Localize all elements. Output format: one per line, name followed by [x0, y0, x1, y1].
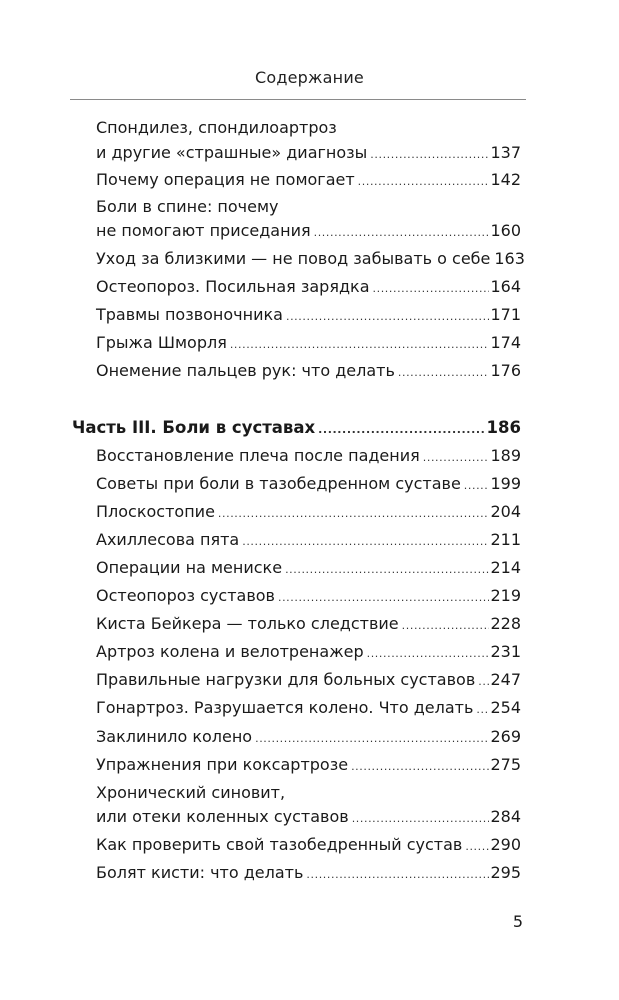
toc-page-number: 137	[490, 143, 521, 162]
toc-entry-synovitis-line1: Хронический синовит,	[96, 783, 286, 802]
toc-page-number: 295	[490, 863, 521, 882]
toc-page-number: 219	[490, 586, 521, 605]
toc-page-number: 174	[490, 333, 521, 352]
page-number: 5	[512, 912, 523, 931]
toc-entry-achilles[interactable]	[96, 530, 521, 552]
toc-entry-title: Правильные нагрузки для больных суставов	[96, 670, 476, 689]
toc-entry-hands[interactable]	[96, 863, 521, 885]
toc-page-number: 290	[490, 835, 521, 854]
toc-entry-title: Онемение пальцев рук: что делать	[96, 361, 395, 380]
toc-page-number: 163	[494, 249, 525, 268]
toc-page-number: 214	[490, 558, 521, 577]
dot-leader	[255, 729, 489, 749]
dot-leader	[476, 700, 489, 720]
dot-leader	[465, 837, 489, 857]
toc-page-number: 247	[490, 670, 521, 689]
dot-leader	[370, 145, 489, 165]
toc-entry-joint-osteoporosis[interactable]	[96, 586, 521, 608]
toc-entry-meniscus[interactable]	[96, 558, 521, 580]
toc-entry-title: Уход за близкими — не повод забывать о себе	[96, 249, 491, 268]
toc-entry-baker-cyst[interactable]	[96, 614, 521, 636]
toc-entry-gonarthrosis[interactable]	[96, 698, 521, 720]
dot-leader	[242, 532, 489, 552]
toc-page-number: 269	[490, 727, 521, 746]
toc-part-3-heading[interactable]	[72, 418, 521, 440]
toc-page-number: 254	[490, 698, 521, 717]
toc-entry-numbness[interactable]	[96, 361, 521, 383]
toc-entry-title: Как проверить свой тазобедренный сустав	[96, 835, 463, 854]
toc-page-number: 284	[490, 807, 521, 826]
toc-entry-title: Киста Бейкера — только следствие	[96, 614, 399, 633]
toc-entry-title: Грыжа Шморля	[96, 333, 227, 352]
toc-entry-title: Плоскостопие	[96, 502, 215, 521]
toc-entry-spondylosis[interactable]	[96, 143, 521, 165]
toc-entry-knee-bike[interactable]	[96, 642, 521, 664]
toc-page-number: 211	[490, 530, 521, 549]
toc-entry-title: Травмы позвоночника	[96, 305, 283, 324]
dot-leader	[306, 865, 489, 885]
dot-leader	[373, 279, 490, 299]
toc-entry-title: Ахиллесова пята	[96, 530, 240, 549]
dot-leader	[464, 476, 490, 496]
toc-entry-title: Почему операция не помогает	[96, 170, 355, 189]
dot-leader	[286, 307, 489, 327]
dot-leader	[367, 644, 490, 664]
toc-entry-synovitis[interactable]	[96, 807, 521, 829]
toc-entry-title: не помогают приседания	[96, 221, 311, 240]
toc-entry-spondylosis-line1: Спондилез, спондилоартроз	[96, 118, 337, 137]
toc-part-title: Часть III. Боли в суставах	[72, 418, 316, 437]
toc-page-number: 189	[490, 446, 521, 465]
toc-entry-title: Восстановление плеча после падения	[96, 446, 420, 465]
toc-entry-shoulder[interactable]	[96, 446, 521, 468]
toc-entry-title: Остеопороз. Посильная зарядка	[96, 277, 370, 296]
toc-entry-title: Советы при боли в тазобедренном суставе	[96, 474, 461, 493]
toc-entry-back-pain[interactable]	[96, 221, 521, 243]
dot-leader	[278, 588, 489, 608]
toc-entry-osteoporosis[interactable]	[96, 277, 521, 299]
toc-entry-hip-check[interactable]	[96, 835, 521, 857]
toc-entry-flatfoot[interactable]	[96, 502, 521, 524]
toc-entry-schmorl[interactable]	[96, 333, 521, 355]
toc-page-number: 228	[490, 614, 521, 633]
toc-entry-title: Гонартроз. Разрушается колено. Что делать	[96, 698, 474, 717]
dot-leader	[352, 809, 490, 829]
toc-entry-coxarthrosis[interactable]	[96, 755, 521, 777]
dot-leader	[314, 223, 490, 243]
toc-entry-title: Операции на мениске	[96, 558, 283, 577]
toc-entry-title: Болят кисти: что делать	[96, 863, 304, 882]
toc-page-number: 160	[490, 221, 521, 240]
toc-page-number: 186	[486, 418, 521, 437]
toc-entry-title: Остеопороз суставов	[96, 586, 275, 605]
toc-entry-back-pain-line1: Боли в спине: почему	[96, 197, 279, 216]
toc-entry-hip-pain[interactable]	[96, 474, 521, 496]
toc-entry-spine-injury[interactable]	[96, 305, 521, 327]
toc-page-number: 275	[490, 755, 521, 774]
toc-page-number: 164	[490, 277, 521, 296]
toc-entry-title: Заклинило колено	[96, 727, 253, 746]
toc-entry-title: Упражнения при коксартрозе	[96, 755, 349, 774]
toc-page-number: 204	[490, 502, 521, 521]
toc-entry-care[interactable]	[96, 249, 525, 271]
dot-leader	[358, 172, 490, 192]
dot-leader	[478, 672, 489, 692]
header-rule	[70, 99, 526, 100]
running-header: Содержание	[255, 68, 364, 87]
dot-leader	[398, 363, 490, 383]
dot-leader	[423, 448, 490, 468]
dot-leader	[230, 335, 490, 355]
toc-page-number: 199	[490, 474, 521, 493]
dot-leader	[351, 757, 489, 777]
toc-page-number: 142	[490, 170, 521, 189]
toc-entry-loads[interactable]	[96, 670, 521, 692]
dot-leader	[402, 616, 490, 636]
toc-page-number: 176	[490, 361, 521, 380]
toc-entry-locked-knee[interactable]	[96, 727, 521, 749]
toc-page-number: 231	[490, 642, 521, 661]
toc-entry-title: Артроз колена и велотренажер	[96, 642, 364, 661]
dot-leader	[318, 420, 485, 440]
dot-leader	[218, 504, 490, 524]
toc-entry-title: или отеки коленных суставов	[96, 807, 349, 826]
toc-entry-operation[interactable]	[96, 170, 521, 192]
toc-page-number: 171	[490, 305, 521, 324]
toc-entry-title: и другие «страшные» диагнозы	[96, 143, 368, 162]
dot-leader	[285, 560, 489, 580]
